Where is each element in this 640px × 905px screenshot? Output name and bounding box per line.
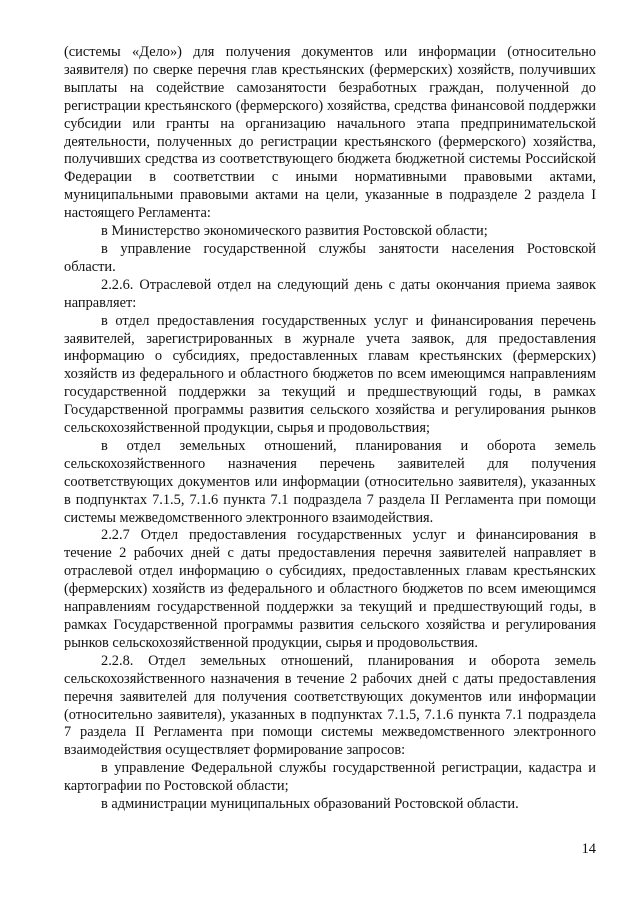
paragraph-land-relations-department: в отдел земельных отношений, планирования и оборота земель сельскохозяйственного назначения перечень заявителей для получения соответствующих документов или информации (относительно заявителя), указанных в подпунктах 7.1.5, 7.1.6 пункта 7.1 подраздела 7 раздела II Регламента при помощи системы межведомственного электронного взаимодействия. [64, 437, 596, 526]
paragraph-services-finance-department: в отдел предоставления государственных услуг и финансирования перечень заявителей, зарегистрированных в журнале учета заявок, для предоставления информацию о субсидиях, предоставленных главам крестьянских (фермерских) хозяйств из федерального и областного бюджетов по всем имеющимся направлениям государственной поддержки за текущий и предшествующий годы, в рамках Государственной программы развития сельского хозяйства и регулирования рынков сельскохозяйственной продукции, сырья и продовольствия; [64, 312, 596, 437]
paragraph-2-2-6: 2.2.6. Отраслевой отдел на следующий день с даты окончания приема заявок направляет: [64, 276, 596, 311]
paragraph-continuation: (системы «Дело») для получения документов или информации (относительно заявителя) по сверке перечня глав крестьянских (фермерских) хозяйств, получивших выплаты на содействие самозанятости безработных граждан, полученной до регистрации крестьянского (фермерского) хозяйства, средства финансовой поддержки субсидии или гранты на организацию начального этапа предпринимательской деятельности, полученных до регистрации крестьянского (фермерского) хозяйства, получивших средства из соответствующего бюджета бюджетной системы Российской Федерации в соответствии с иными нормативными правовыми актами, муниципальными правовыми актами на цели, указанные в подразделе 2 раздела I настоящего Регламента: [64, 44, 596, 222]
paragraph-2-2-7: 2.2.7 Отдел предоставления государственных услуг и финансирования в течение 2 рабочих дней с даты предоставления перечня заявителей направляет в отраслевой отдел информацию о субсидиях, предоставленных главам крестьянских (фермерских) хозяйств из федерального и областного бюджетов по всем имеющимся направлениям государственной поддержки за текущий и предшествующий годы, в рамках Государственной программы развития сельского хозяйства и регулирования рынков сельскохозяйственной продукции, сырья и продовольствия. [64, 527, 596, 651]
paragraph-employment-service: в управление государственной службы занятости населения Ростовской области. [64, 240, 596, 275]
page-number: 14 [581, 841, 596, 857]
document-body [64, 44, 596, 814]
paragraph-2-2-8: 2.2.8. Отдел земельных отношений, планирования и оборота земель сельскохозяйственного назначения в течение 2 рабочих дней с даты предоставления перечня заявителей для получения соответствующих документов или информации (относительно заявителя), указанных в подпунктах 7.1.5, 7.1.6 пункта 7.1 подраздела 7 раздела II Регламента при помощи системы межведомственного электронного взаимодействия осуществляет формирование запросов: [64, 652, 596, 759]
paragraph-municipal-administrations: в администрации муниципальных образований Ростовской области. [101, 796, 519, 813]
paragraph-rosreestr: в управление Федеральной службы государственной регистрации, кадастра и картографии по Ростовской области; [64, 760, 596, 795]
paragraph-ministry-economic-development: в Министерство экономического развития Ростовской области; [101, 223, 488, 240]
